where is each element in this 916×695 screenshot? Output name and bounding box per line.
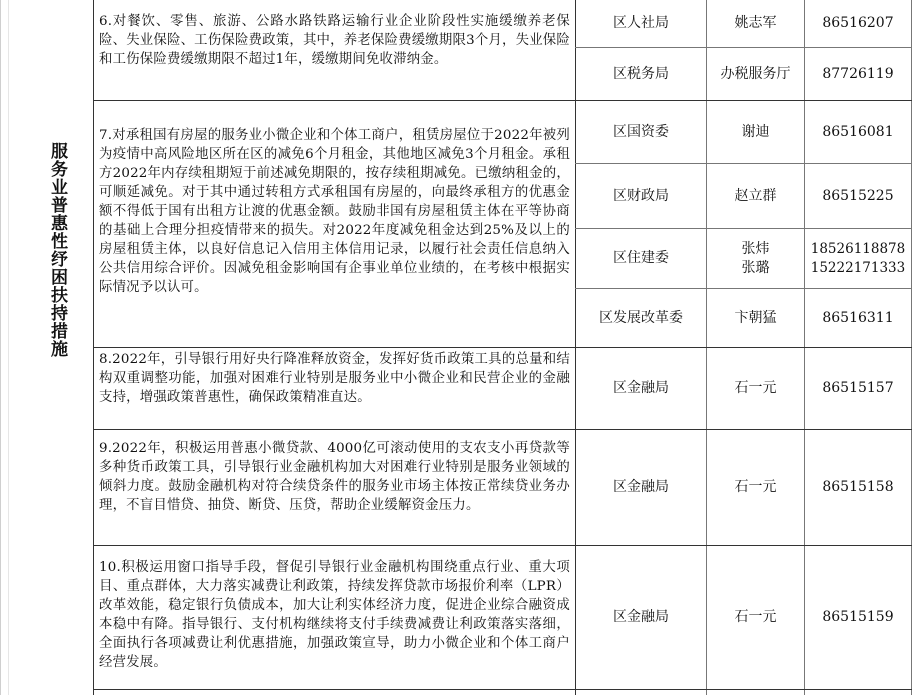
phone-cell: 86515225 [822, 187, 894, 204]
measure-text: 8.2022年，引导银行用好央行降准释放资金，发挥好货币政策工具的总量和结构双重调整功能，加强对困难行业特别是服务业中小微企业和民营企业的金融支持，增强政策普惠性，确保政策精准直达。 [99, 352, 570, 405]
measure-text: 6.对餐饮、零售、旅游、公路水路铁路运输行业企业阶段性实施缓缴养老保险、失业保险、工伤保险费政策，其中，养老保险费缓缴期限3个月，失业保险和工伤保险费缓缴期限不超过1年，缓缴期间免收滞纳金。 [99, 14, 570, 67]
phone-cell: 86516081 [822, 123, 894, 140]
measure-text: 9.2022年，积极运用普惠小微贷款、4000亿可滚动使用的支农支小再贷款等多种货币政策工具，引导银行业金融机构加大对困难行业特别是服务业领域的倾斜力度。鼓励金融机构对符合续贷条件的服务业市场主体按正常续贷业务办理，不盲目惜贷、抽贷、断贷、压贷，帮助企业缓解资金压力。 [99, 441, 570, 513]
department-cell: 区金融局 [613, 479, 669, 495]
contact-cell: 赵立群 [734, 187, 777, 204]
department-cell: 区税务局 [613, 65, 669, 82]
contact-cell: 卞朝猛 [734, 309, 777, 326]
table-border [93, 689, 912, 690]
contact-cell: 办税服务厅 [720, 65, 791, 82]
contact-cell: 石一元 [734, 380, 777, 396]
department-cell: 区财政局 [613, 187, 669, 204]
contact-cell [707, 229, 804, 288]
contact-name: 张炜 [741, 240, 770, 257]
department-cell: 区国资委 [613, 123, 669, 140]
category-label: 服务业普惠性纾困扶持措施 [47, 142, 67, 358]
phone-cell: 86515158 [822, 479, 894, 495]
department-cell: 区人社局 [613, 15, 669, 31]
department-cell: 区住建委 [613, 250, 669, 266]
department-cell: 区金融局 [613, 380, 669, 396]
contact-cell: 谢迪 [741, 123, 770, 140]
contact-cell: 姚志军 [734, 15, 777, 31]
department-cell: 区发展改革委 [599, 309, 683, 326]
phone-number: 18526118878 [810, 240, 906, 257]
department-cell: 区金融局 [613, 609, 669, 625]
phone-cell: 86515157 [822, 380, 894, 396]
sheet-gridline [0, 0, 1, 695]
phone-number: 15222171333 [810, 259, 906, 276]
measure-text: 10.积极运用窗口指导手段，督促引导银行业金融机构围绕重点行业、重大项目、重点群体，大力落实减费让利政策，持续发挥贷款市场报价利率（LPR）改革效能，稳定银行负债成本，加大让利实体经济力度，促进企业综合融资成本稳中有降。指导银行、支付机构继续将支付手续费减费让利政策落实落细，全面执行各项减费让利优惠措施，加强政策宣导，助力小微企业和个体工商户经营发展。 [99, 560, 570, 670]
contact-cell: 石一元 [734, 609, 777, 625]
measure-text: 7.对承租国有房屋的服务业小微企业和个体工商户，租赁房屋位于2022年被列为疫情中高风险地区所在区的减免6个月租金，其他地区减免3个月租金。承租方2022年内存续租期短于前述减免期限的，按存续租期减免。已缴纳租金的，可顺延减免。对于其中通过转租方式承租国有房屋的，向最终承租方的优惠金额不得低于国有出租方让渡的优惠金额。鼓励非国有房屋租赁主体在平等协商的基础上合理分担疫情带来的损失。对2022年度减免租金达到25%及以上的房屋租赁主体，以良好信息记入信用主体信用记录，以履行社会责任信息纳入公共信用综合评价。因减免租金影响国有企事业单位业绩的，在考核中根据实际情况予以认可。 [99, 128, 570, 295]
phone-cell [805, 229, 911, 288]
sheet-gridline [8, 0, 9, 695]
phone-cell: 87726119 [822, 65, 894, 82]
phone-cell: 86516207 [822, 15, 894, 31]
contact-cell: 石一元 [734, 479, 777, 495]
contact-name: 张璐 [741, 259, 770, 276]
phone-cell: 86516311 [822, 309, 894, 326]
phone-cell: 86515159 [822, 609, 894, 625]
